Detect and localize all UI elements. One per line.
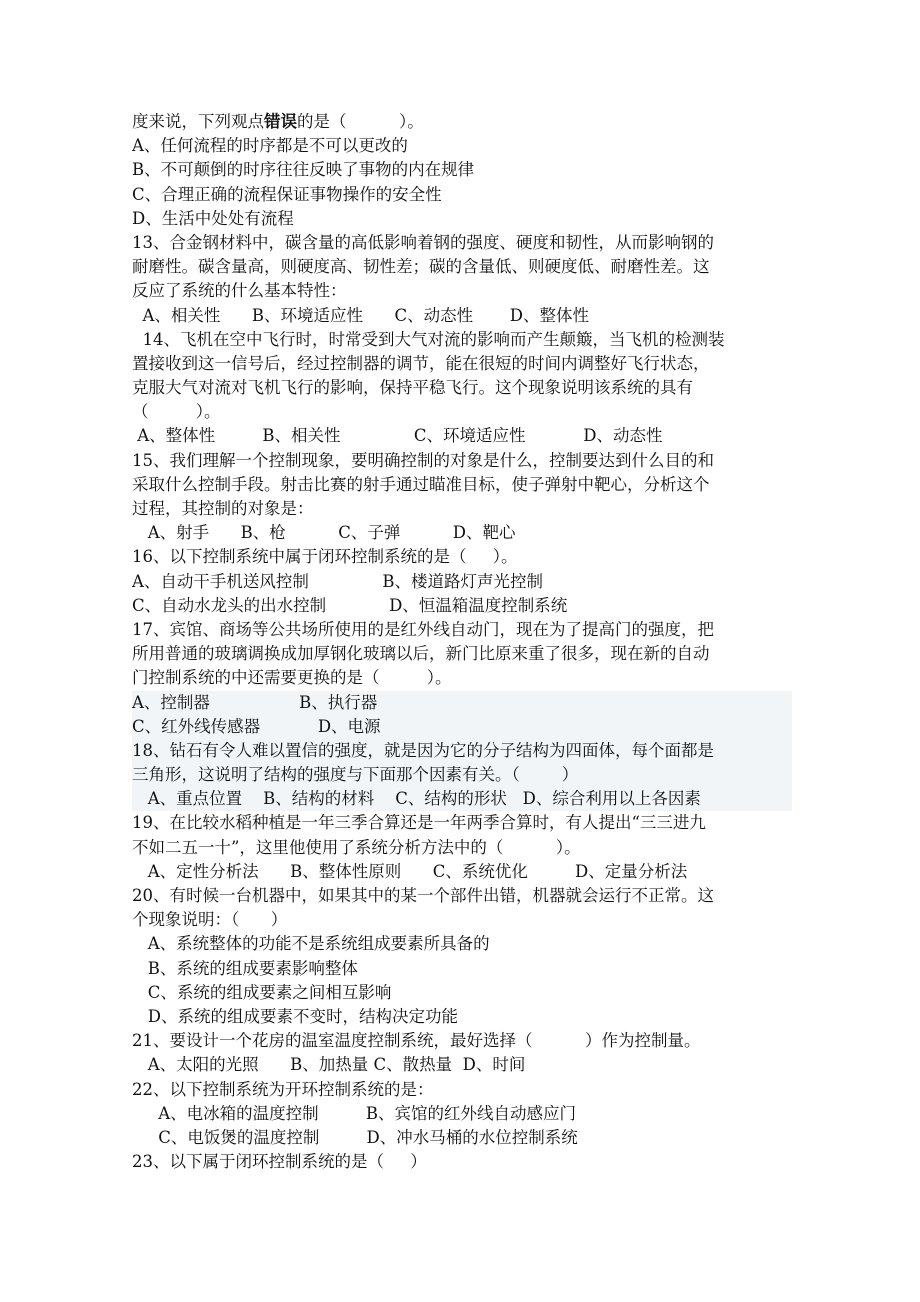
text-line: 不如二五一十”，这里他使用了系统分析方法中的（ ）。 [132,837,581,857]
text-line: 18、钻石有令人难以置信的强度，就是因为它的分子结构为四面体，每个面都是 [132,739,792,763]
text-line: A、太阳的光照 B、加热量 C、散热量 D、时间 [132,1055,526,1075]
text-line: A、自动干手机送风控制 B、楼道路灯声光控制 [132,571,543,591]
text-line: 19、在比较水稻种植是一年三季合算还是一年两季合算时，有人提出“三三进九 [132,813,706,833]
text-line: A、整体性 B、相关性 C、环境适应性 D、动态性 [132,426,663,446]
text-line: C、红外线传感器 D、电源 [132,715,792,739]
text-line: 13、合金钢材料中，碳含量的高低影响着钢的强度、硬度和韧性，从而影响钢的 [132,232,714,252]
text-line: 所用普通的玻璃调换成加厚钢化玻璃以后，新门比原来重了很多，现在新的自动 [132,644,710,664]
text-line: 门控制系统的中还需要更换的是（ ）。 [132,668,452,688]
text-line: A、电冰箱的温度控制 B、宾馆的红外线自动感应门 [132,1103,576,1123]
text-line: 克服大气对流对飞机飞行的影响，保持平稳飞行。这个现象说明该系统的具有 [132,378,693,398]
text-line: 采取什么控制手段。射击比赛的射手通过瞄准目标，使子弹射中靶心，分析这个 [132,474,710,494]
text-line: 个现象说明：（ ） [132,910,288,930]
text-line: D、系统的组成要素不变时，结构决定功能 [132,1006,458,1026]
text-line: A、定性分析法 B、整体性原则 C、系统优化 D、定量分析法 [132,861,688,881]
text-line: 16、以下控制系统中属于闭环控制系统的是（ ）。 [132,547,518,567]
text-line: 15、我们理解一个控制现象，要明确控制的对象是什么，控制要达到什么目的和 [132,450,714,470]
text-line: C、合理正确的流程保证事物操作的安全性 [132,184,442,204]
text-line: 反应了系统的什么基本特性： [132,281,347,301]
text-line: B、系统的组成要素影响整体 [132,958,358,978]
text-line: C、自动水龙头的出水控制 D、恒温箱温度控制系统 [132,595,568,615]
text-line: 置接收到这一信号后，经过控制器的调节，能在很短的时间内调整好飞行状态， [132,353,710,373]
text-line: 17、宾馆、商场等公共场所使用的是红外线自动门，现在为了提高门的强度，把 [132,619,714,639]
text-line: 三角形，这说明了结构的强度与下面那个因素有关。（ ） [132,763,792,787]
text-line: 21、要设计一个花房的温室温度控制系统，最好选择（ ）作为控制量。 [132,1031,701,1051]
text-line: 20、有时候一台机器中，如果其中的某一个部件出错，机器就会运行不正常。这 [132,886,714,905]
question-text-block [132,110,792,1174]
text-line: 14、飞机在空中飞行时，时常受到大气对流的影响而产生颠簸，当飞机的检测装 [132,329,725,349]
text-line: A、射手 B、枪 C、子弹 D、靶心 [132,523,516,543]
text-line: A、任何流程的时序都是不可以更改的 [132,136,408,156]
text-line: D、生活中处处有流程 [132,208,294,228]
text-line: A、重点位置 B、结构的材料 C、结构的形状 D、综合利用以上各因素 [132,787,792,811]
text-line: C、电饭煲的温度控制 D、冲水马桶的水位控制系统 [132,1127,578,1147]
text-line: C、系统的组成要素之间相互影响 [132,982,392,1002]
text-line: （ ）。 [132,402,221,422]
text-line: 22、以下控制系统为开环控制系统的是： [132,1079,434,1099]
text-line: B、不可颠倒的时序往往反映了事物的内在规律 [132,160,475,180]
text-line: 度来说，下列观点错误的是（ ）。 [132,112,424,131]
text-line: A、系统整体的功能不是系统组成要素所具备的 [132,934,490,954]
text-line: 过程，其控制的对象是： [132,499,314,518]
text-line: 耐磨性。碳含量高，则硬度高、韧性差；碳的含量低、则硬度低、耐磨性差。这 [132,257,710,277]
text-line: A、控制器 B、执行器 [132,691,792,715]
text-line: 23、以下属于闭环控制系统的是（ ） [132,1152,427,1172]
text-line: A、相关性 B、环境适应性 C、动态性 D、整体性 [132,305,590,325]
